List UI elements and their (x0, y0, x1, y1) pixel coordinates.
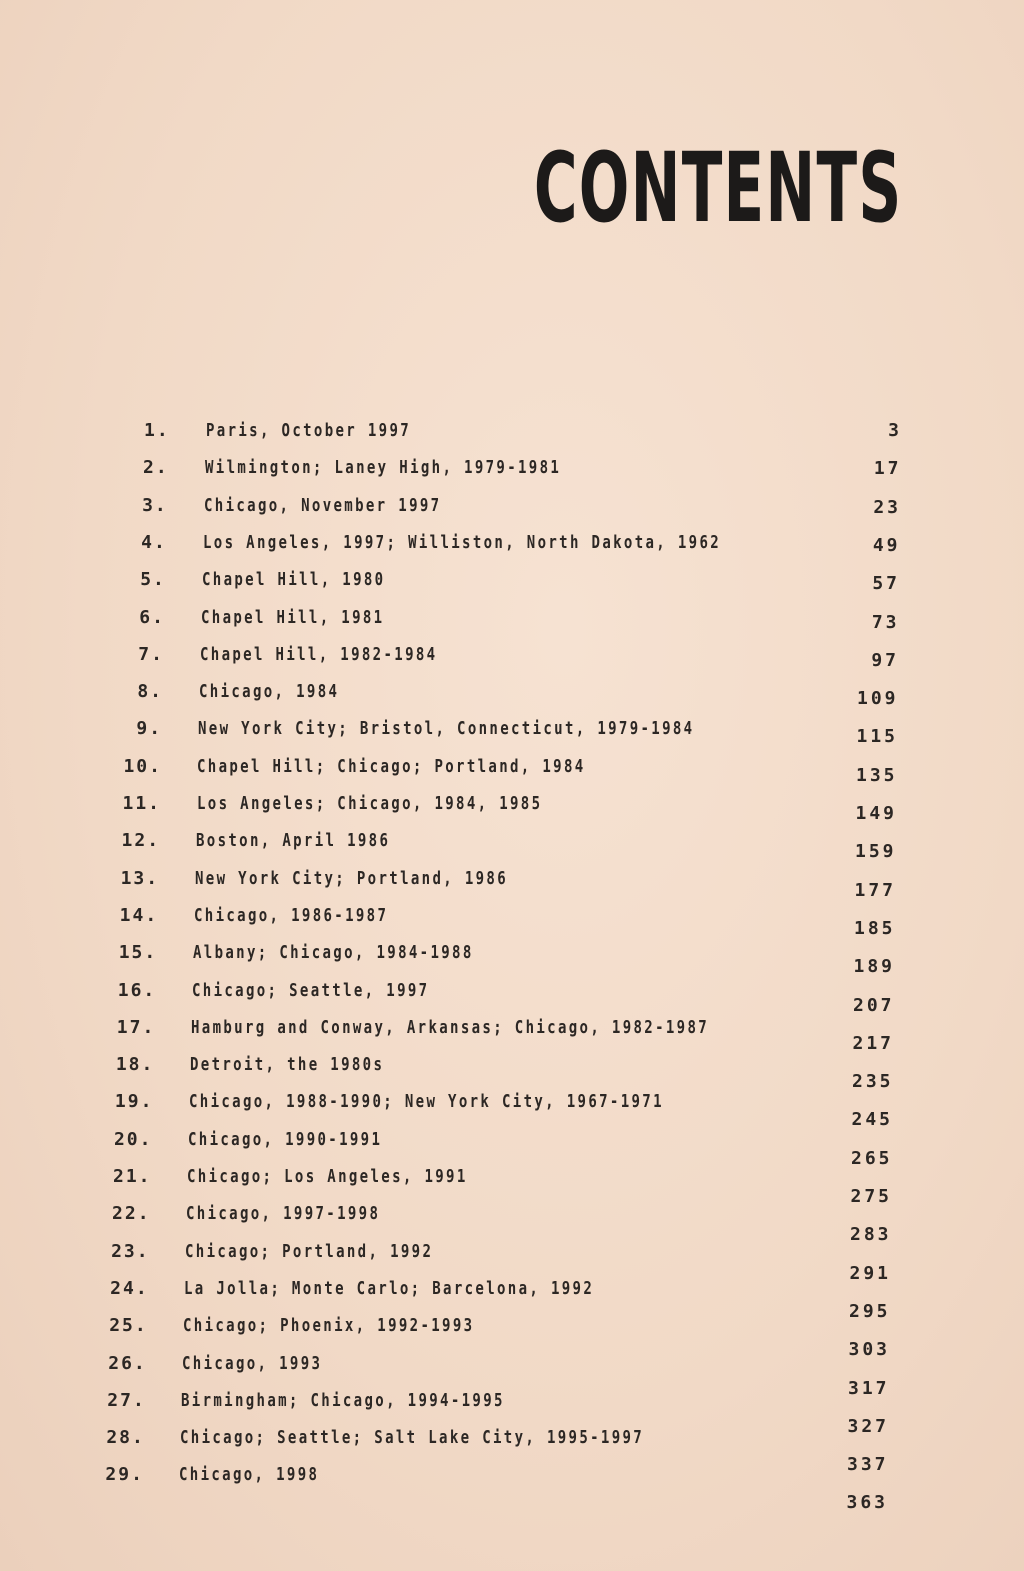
chapter-title: Chapel Hill, 1982-1984 (200, 643, 438, 665)
chapter-title: Chicago; Portland, 1992 (185, 1240, 434, 1262)
chapter-title: New York City; Portland, 1986 (194, 867, 508, 889)
chapter-title: Chicago, 1998 (179, 1464, 320, 1486)
chapter-title: Los Angeles, 1997; Williston, North Dakota, 1962 (203, 531, 722, 553)
chapter-title: Chapel Hill, 1980 (202, 569, 386, 591)
chapter-number: 6. (139, 606, 165, 628)
chapter-title: Chicago, 1988-1990; New York City, 1967-1971 (188, 1091, 664, 1113)
chapter-title: Chicago; Los Angeles, 1991 (187, 1166, 468, 1187)
chapter-number: 12. (121, 830, 161, 852)
chapter-number: 4. (141, 531, 167, 553)
chapter-number: 21. (113, 1166, 152, 1187)
chapter-number: 13. (120, 867, 160, 889)
page-number: 265 (850, 1147, 893, 1169)
chapter-title: La Jolla; Monte Carlo; Barcelona, 1992 (184, 1277, 595, 1299)
page-number: 49 (872, 534, 901, 556)
chapter-number: 1. (144, 420, 170, 441)
page-number: 291 (849, 1262, 891, 1284)
chapter-title: Los Angeles; Chicago, 1984, 1985 (196, 793, 542, 814)
page-number: 283 (849, 1224, 892, 1246)
chapter-title: Hamburg and Conway, Arkansas; Chicago, 1982-1987 (190, 1016, 709, 1038)
page-number: 149 (855, 803, 897, 824)
page-number: 23 (873, 496, 901, 518)
chapter-title: Birmingham; Chicago, 1994-1995 (181, 1389, 506, 1411)
chapter-number: 2. (143, 457, 169, 479)
chapter-title: Wilmington; Laney High, 1979-1981 (205, 457, 562, 479)
page-number: 363 (846, 1492, 888, 1514)
chapter-number: 16. (117, 979, 157, 1001)
page-number: 295 (848, 1300, 891, 1322)
chapter-title: Boston, April 1986 (195, 830, 390, 852)
chapter-number: 26. (108, 1352, 147, 1374)
chapter-title: Paris, October 1997 (206, 420, 412, 441)
page-number: 207 (852, 994, 895, 1016)
chapter-title: Detroit, the 1980s (189, 1054, 385, 1076)
page-number: 57 (872, 573, 900, 595)
page-number: 73 (871, 611, 900, 633)
chapter-title: Chicago; Seattle; Salt Lake City, 1995-1997 (180, 1427, 645, 1449)
page-number: 327 (847, 1415, 889, 1437)
page-number: 185 (853, 917, 896, 939)
chapter-number: 3. (142, 494, 168, 516)
page-number: 3 (888, 420, 902, 441)
page-number: 189 (853, 956, 895, 978)
page-number: 115 (856, 726, 898, 748)
chapter-number: 18. (115, 1054, 155, 1076)
chapter-number: 25. (109, 1315, 148, 1337)
page-number: 177 (854, 879, 896, 901)
chapter-number: 5. (140, 569, 166, 591)
chapter-number: 15. (118, 942, 158, 964)
page-number: 97 (871, 649, 899, 671)
page-number: 135 (855, 764, 898, 786)
chapter-number: 23. (111, 1240, 150, 1262)
chapter-title: Chapel Hill; Chicago; Portland, 1984 (197, 755, 586, 777)
chapter-number: 24. (110, 1277, 149, 1299)
chapter-title: Chicago, 1993 (182, 1352, 323, 1374)
page-title: CONTENTS (533, 132, 902, 244)
chapter-title: Chicago; Seattle, 1997 (191, 979, 430, 1001)
chapter-title: New York City; Bristol, Connecticut, 1979-1984 (198, 718, 695, 740)
chapter-number: 17. (116, 1016, 156, 1038)
chapter-number: 22. (112, 1203, 151, 1225)
chapter-title: Chicago, 1984 (199, 681, 340, 703)
chapter-title: Chicago, 1990-1991 (187, 1128, 383, 1150)
page-number: 245 (851, 1109, 893, 1131)
chapter-number: 29. (105, 1464, 144, 1486)
chapter-title: Chicago, 1986-1987 (193, 904, 388, 926)
chapter-number: 9. (136, 718, 163, 740)
chapter-number: 27. (107, 1389, 146, 1411)
page-number: 217 (852, 1032, 894, 1054)
chapter-number: 8. (137, 681, 164, 703)
chapter-title: Chicago; Phoenix, 1992-1993 (183, 1315, 475, 1337)
chapter-number: 11. (122, 793, 162, 814)
chapter-title: Chapel Hill, 1981 (201, 606, 385, 628)
page-number: 235 (851, 1071, 894, 1093)
page-number: 275 (850, 1186, 892, 1207)
page-number: 109 (856, 688, 899, 710)
chapter-title: Chicago, 1997-1998 (186, 1203, 381, 1225)
chapter-number: 28. (106, 1427, 145, 1449)
page-number: 337 (846, 1454, 889, 1476)
page-number: 159 (854, 841, 897, 863)
chapter-title: Albany; Chicago, 1984-1988 (192, 942, 474, 964)
chapter-number: 7. (138, 643, 164, 665)
page-number: 317 (847, 1377, 890, 1399)
chapter-number: 10. (123, 755, 162, 777)
page-number: 17 (873, 458, 902, 480)
chapter-number: 20. (113, 1128, 153, 1150)
chapter-title: Chicago, November 1997 (204, 494, 442, 516)
chapter-number: 19. (114, 1091, 154, 1113)
chapter-number: 14. (119, 904, 159, 926)
page-number: 303 (848, 1339, 890, 1361)
